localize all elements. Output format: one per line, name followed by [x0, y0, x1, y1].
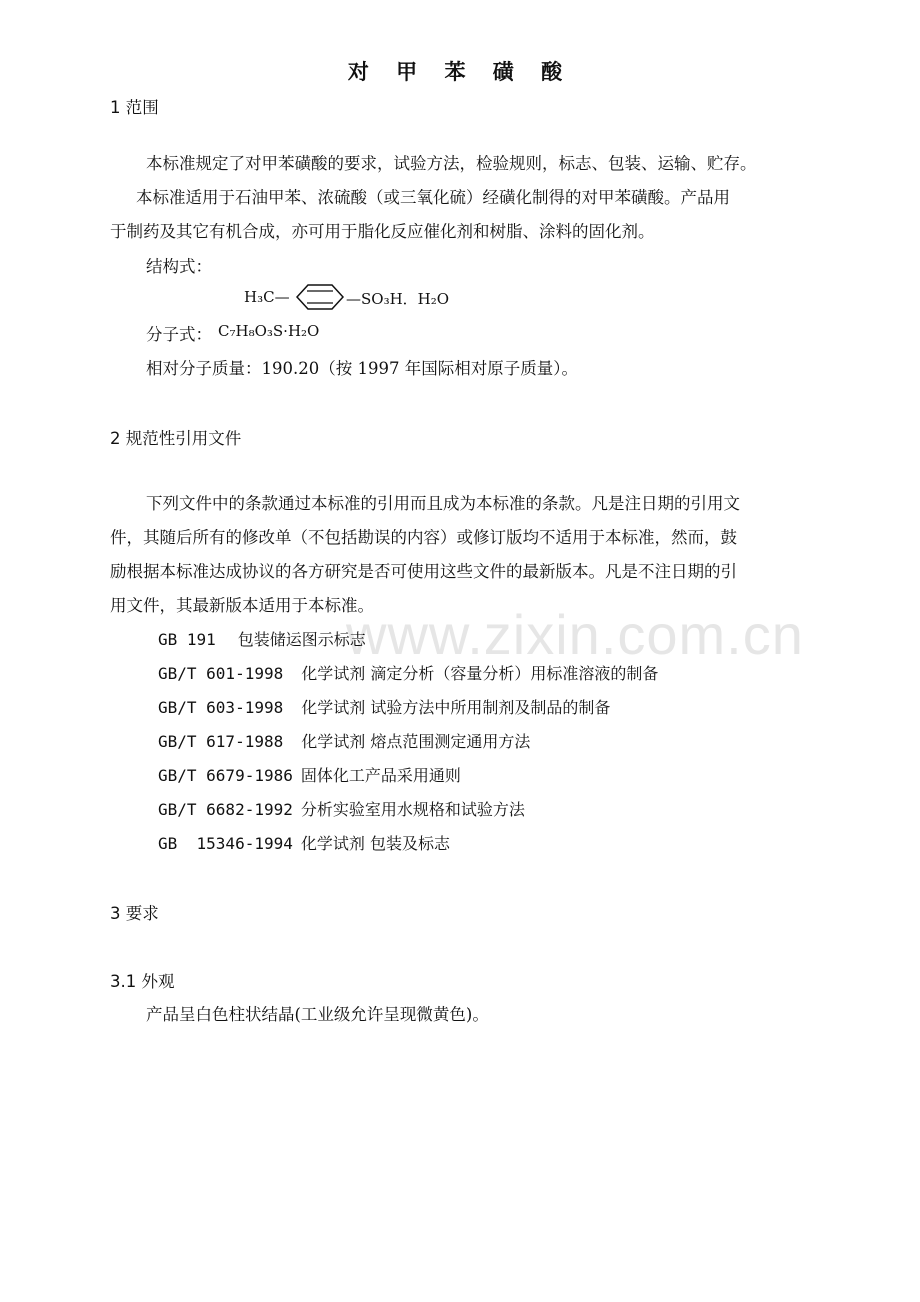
reference-code: GB/T 603-1998 [158, 698, 284, 717]
structure-right-group: —SO₃H．H₂O [346, 290, 450, 308]
reference-title: 包装储运图示标志 [237, 630, 366, 649]
section-2-line-3: 励根据本标准达成协议的各方研究是否可使用这些文件的最新版本。凡是不注日期的引 [110, 562, 737, 581]
watermark: www.zixin.com.cn [346, 603, 804, 666]
document-title: 对 甲 苯 磺 酸 [347, 60, 573, 84]
reference-item [158, 831, 450, 854]
benzene-ring-icon [296, 283, 344, 311]
reference-item [158, 695, 610, 718]
section-3-1-heading: 3.1 外观 [110, 972, 175, 991]
section-2-heading: 2 规范性引用文件 [110, 429, 242, 448]
molecular-formula-value: C₇H₈O₃S·H₂O [218, 322, 320, 340]
reference-title: 化学试剂 包装及标志 [300, 834, 450, 853]
reference-code: GB/T 6682-1992 [158, 800, 293, 819]
reference-item [158, 763, 461, 786]
reference-item [158, 627, 366, 650]
reference-code: GB 191 [158, 630, 216, 649]
reference-code: GB/T 601-1998 [158, 664, 284, 683]
appearance-text: 产品呈白色柱状结晶(工业级允许呈现微黄色)。 [146, 1005, 489, 1024]
section-2-line-4: 用文件，其最新版本适用于本标准。 [110, 596, 374, 615]
reference-item [158, 729, 530, 752]
section-2-line-2: 件，其随后所有的修改单（不包括勘误的内容）或修订版均不适用于本标准，然而，鼓 [110, 528, 737, 547]
section-1-para-2-line-1: 本标准适用于石油甲苯、浓硫酸（或三氧化硫）经磺化制得的对甲苯磺酸。产品用 [136, 188, 730, 207]
reference-title: 化学试剂 滴定分析（容量分析）用标准溶液的制备 [301, 664, 659, 683]
structure-label: 结构式： [146, 257, 212, 276]
reference-title: 固体化工产品采用通则 [300, 766, 461, 785]
section-3-heading: 3 要求 [110, 904, 159, 923]
reference-code: GB/T 6679-1986 [158, 766, 293, 785]
section-1-para-1: 本标准规定了对甲苯磺酸的要求，试验方法，检验规则，标志、包装、运输、贮存。 [146, 154, 757, 173]
section-2-line-1: 下列文件中的条款通过本标准的引用而且成为本标准的条款。凡是注日期的引用文 [146, 494, 740, 513]
section-1-para-2-line-2: 于制药及其它有机合成，亦可用于脂化反应催化剂和树脂、涂料的固化剂。 [110, 222, 655, 241]
reference-title: 化学试剂 熔点范围测定通用方法 [301, 732, 531, 751]
reference-item [158, 661, 658, 684]
section-1-heading: 1 范围 [110, 98, 159, 117]
reference-title: 化学试剂 试验方法中所用制剂及制品的制备 [301, 698, 611, 717]
molecular-mass: 相对分子质量：190.20（按 1997 年国际相对原子质量）。 [146, 359, 578, 378]
reference-code: GB/T 617-1988 [158, 732, 284, 751]
molecular-formula-label: 分子式： [146, 325, 212, 344]
reference-title: 分析实验室用水规格和试验方法 [300, 800, 525, 819]
reference-code: GB 15346-1994 [158, 834, 293, 853]
structure-left-group: H₃C— [244, 288, 290, 306]
reference-item [158, 797, 525, 820]
